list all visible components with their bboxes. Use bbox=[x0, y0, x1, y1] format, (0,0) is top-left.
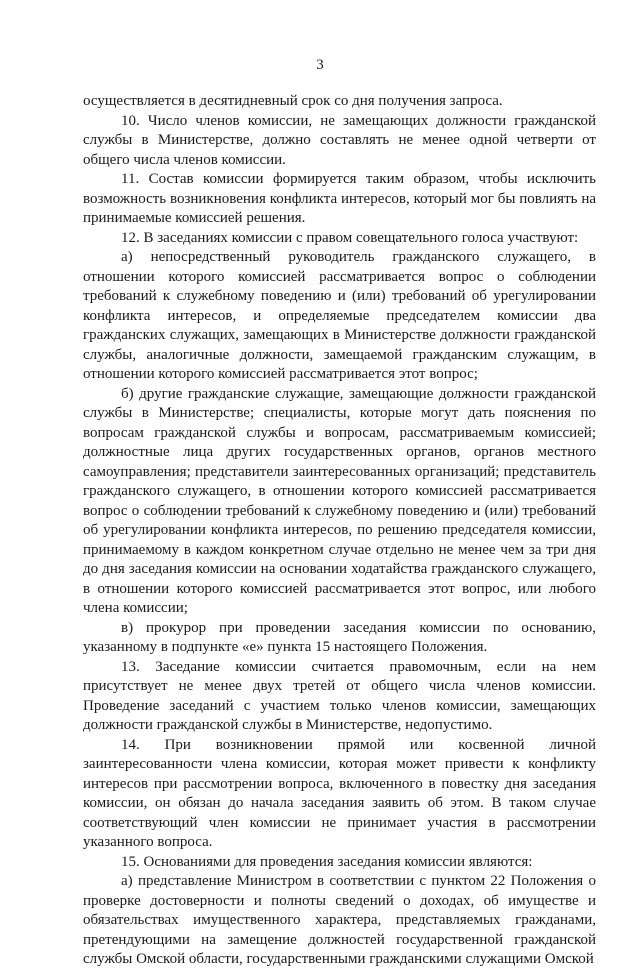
paragraph: 11. Состав комиссии формируется таким образом, чтобы исключить возможность возникновения конфликта интересов, который мог бы повлиять на принимаемые комиссией решения. bbox=[83, 171, 596, 226]
paragraph: 14. При возникновении прямой или косвенной личной заинтересованности члена комиссии, которая может привести к конфликту интересов при рассмотрении вопроса, включенного в повестку дня заседания комиссии, он обязан до начала заседания заявить об этом. В таком случае соответствующий член комиссии не принимает участия в рассмотрении указанного вопроса. bbox=[83, 736, 596, 850]
paragraph: 15. Основаниями для проведения заседания комиссии являются: bbox=[121, 853, 533, 870]
paragraph: 10. Число членов комиссии, не замещающих должности гражданской службы в Министерстве, должно составлять не менее одной четверти от общего числа членов комиссии. bbox=[83, 112, 596, 168]
paragraph: 12. В заседаниях комиссии с правом совещательного голоса участвуют: bbox=[121, 229, 579, 246]
document-body bbox=[83, 92, 596, 970]
paragraph: б) другие гражданские служащие, замещающие должности гражданской службы в Министерстве; специалисты, которые могут дать пояснения по вопросам гражданской службы и вопросам, рассматриваемым комиссией; должностные лица других государственных органов, органов местного самоуправления; представители заинтересованных организаций; представитель гражданского служащего, в отношении которого комиссией рассматривается вопрос о соблюдении требований к служебному поведению и (или) требований об урегулировании конфликта интересов, по решению председателя комиссии, принимаемому в каждом конкретном случае отдельно не менее чем за три дня до дня заседания комиссии на основании ходатайства гражданского служащего, в отношении которого комиссией рассматривается этот вопрос, или любого члена комиссии; bbox=[83, 385, 596, 616]
paragraph: осуществляется в десятидневный срок со дня получения запроса. bbox=[83, 93, 503, 109]
paragraph: 13. Заседание комиссии считается правомочным, если на нем присутствует не менее двух третей от общего числа членов комиссии. Проведение заседаний с участием только членов комиссии, замещающих должности гражданской службы в Министерстве, недопустимо. bbox=[83, 658, 596, 733]
paragraph: а) представление Министром в соответствии с пунктом 22 Положения о проверке достоверности и полноты сведений о доходах, об имуществе и обязательствах имущественного характера, представляемых гражданами, претендующими на замещение должностей государственной гражданской службы Омской области, государственными гражданскими служащими Омской bbox=[83, 873, 596, 967]
paragraph: а) непосредственный руководитель гражданского служащего, в отношении которого комиссией рассматривается вопрос о соблюдении требований к служебному поведению и (или) требований об урегулировании конфликта интересов, и определяемые председателем комиссии два гражданских служащих, замещающих в Министерстве должности гражданской службы, аналогичные должности, замещаемой гражданским служащим, в отношении которого комиссией рассматривается этот вопрос; bbox=[83, 249, 596, 382]
paragraph: в) прокурор при проведении заседания комиссии по основанию, указанному в подпункте «е» пункта 15 настоящего Положения. bbox=[83, 619, 596, 655]
page-number: 3 bbox=[316, 57, 324, 73]
